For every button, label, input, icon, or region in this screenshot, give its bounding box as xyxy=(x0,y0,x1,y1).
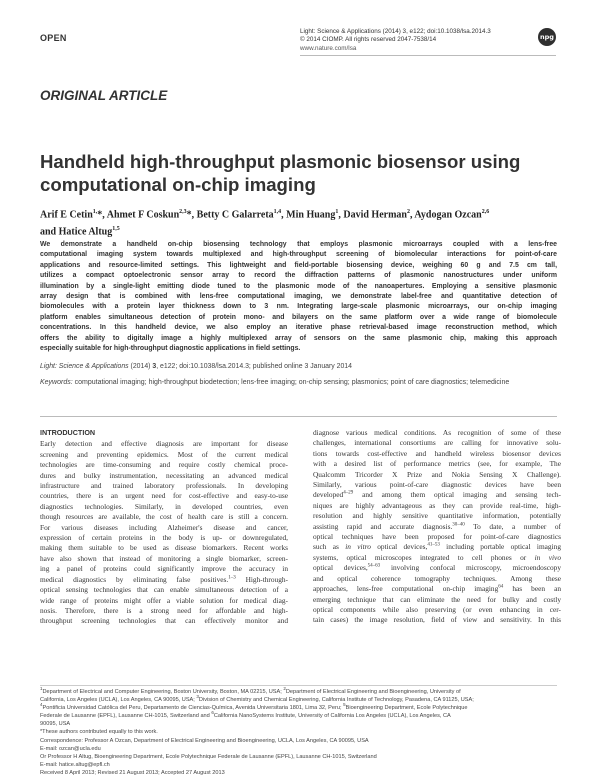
body-line: nosis. Therefore, there is a strong need for affordable and high- xyxy=(40,605,288,615)
body-line: infrastructure and trained laboratory professionals. In developing xyxy=(40,481,288,491)
author-sep: *, xyxy=(186,209,197,221)
body-line: have also shown that instead of monitoring a single biomarker, screen- xyxy=(40,553,288,563)
affiliation-text: Division of Chemistry and Chemical Engineering, California Institute of Technology, Pasadena, CA 91125, USA; xyxy=(198,697,474,704)
affiliation-text: California NanoSystems Institute, University of California Los Angeles (UCLA), Los Angeles, CA xyxy=(213,713,451,720)
body-line: and optical coherence tomography techniques. Among these xyxy=(313,573,561,583)
author-sep: *, xyxy=(97,209,107,221)
body-line: resolution and highly sensitive quantitative information, potentially xyxy=(313,511,561,521)
body-line: with a desired list of performance metrics (see, for example, The xyxy=(313,459,561,469)
affiliation-text: Pontificia Universidad Católica del Peru, Departamento de Ciencias-Química, Avenida Universitaria 1801, Lima 32, Peru; xyxy=(42,705,344,712)
abstract-line: offers the ability to digitally image a highly multiplexed array of sensors on the same plasmonic chip, making this approach xyxy=(40,334,557,342)
affiliation-line: $^1$Department of Electrical and Computer Engineering, Boston University, Boston, MA 02215, USA; $^2$Department of Electrical Engineering and Bioengineering, University of xyxy=(40,686,461,695)
body-line xyxy=(313,490,561,500)
correspondence-line: Correspondence: Professor A Ozcan, Department of Electrical Engineering and Bioengineering, UCLA, Los Angeles, CA 90095, USA xyxy=(40,737,369,744)
body-line: wide range of proteins might offer a viable solution for medical diag- xyxy=(40,595,288,605)
email-link[interactable]: E-mail: hatice.altug@epfl.ch xyxy=(40,761,110,768)
affiliation-sup: 1, xyxy=(92,209,98,215)
reference-sup: 30–40 xyxy=(452,522,465,528)
abstract-line: especially suitable for high-throughput diagnostic applications in field settings. xyxy=(40,345,301,353)
footnotes xyxy=(40,688,560,777)
affiliation-sup: 1,5 xyxy=(112,226,120,233)
body-text: involving confocal microscopy, microendoscopy xyxy=(380,563,561,573)
affiliation-line: Federale de Lausanne (EPFL), Lausanne CH-1015, Switzerland and $^6$California NanoSystems Institute, University of California Los Angeles (UCLA), Los Angeles, CA xyxy=(40,710,451,720)
body-line: challenges, international consortiums are calling for innovative solu- xyxy=(313,438,561,448)
body-line xyxy=(313,553,561,563)
author-name: Aydogan Ozcan xyxy=(414,209,482,221)
abstract-line: computational imaging system towards multiplexed and high-throughput screening of biomolecular interactions for point-of-care xyxy=(40,251,557,259)
section-divider xyxy=(40,416,557,417)
affiliation-sup: 1,4 xyxy=(273,209,282,215)
body-line: For various diseases including Alzheimer's disease and cancer, xyxy=(40,522,288,532)
body-line: Similarly, various point-of-care diagnostic devices have been xyxy=(313,480,561,490)
header-divider xyxy=(300,55,556,56)
copyright-line: © 2014 CIOMP. All rights reserved 2047-7538/14 xyxy=(300,36,437,43)
author-list xyxy=(40,205,565,240)
body-line xyxy=(40,575,288,585)
body-line: diagnose various medical conditions. As recognition of some of these xyxy=(313,428,561,437)
body-line xyxy=(313,584,561,594)
paper-title xyxy=(40,150,560,196)
body-line: ing a panel of proteins could significantly improve the accuracy in xyxy=(40,564,288,574)
body-text: including portable optical imaging xyxy=(439,542,561,552)
affiliation-sup: 2 xyxy=(406,209,410,215)
abstract-line: applications and resource-limited settings. This lightweight and field-portable biosensing device, weighing 60 g and 7.5 cm tall, xyxy=(40,261,557,269)
author-name: David Herman xyxy=(343,209,407,221)
body-line: optical techniques have been proposed for point-of-care diagnostics xyxy=(313,532,561,542)
body-line: emerging technique that can eliminate the need for bulky and costly xyxy=(313,594,561,604)
body-text: such as xyxy=(313,542,346,552)
abstract-line: utilizes a compact optoelectronic sensor array to record the diffraction patterns of plasmonic nanostructures under uniform xyxy=(40,272,557,280)
footnote-divider xyxy=(40,685,557,686)
npg-logo: npg xyxy=(538,28,556,46)
body-text: To date, a number of xyxy=(464,521,561,531)
left-column xyxy=(40,428,288,627)
body-text: approaches, lens-free computational on-chip imaging xyxy=(313,584,499,594)
body-line: tain cases) the image resolution, field of view and sensitivity. In this xyxy=(313,615,561,625)
open-access-label: OPEN xyxy=(40,33,67,43)
abstract-line: platform enables simultaneous detection of protein mono- and bilayers on the same platform over a wide range of biomolecule xyxy=(40,313,557,321)
reference-sup: 54–63 xyxy=(367,563,381,569)
abstract-line: concentrations. In this handheld device, we also employ an iterative phase retrieval-based image reconstruction method, which xyxy=(40,324,557,332)
keywords xyxy=(40,378,557,388)
author-sep: , xyxy=(338,209,344,221)
keywords-text: computational imaging; high-throughput biodetection; lens-free imaging; on-chip sensing; plasmonics; point of care diagnostics; telemedicine xyxy=(72,379,510,386)
body-text: medical diagnostics by eliminating false positives. xyxy=(40,574,229,584)
body-line xyxy=(313,522,561,532)
affiliation-text: Department of Electrical and Computer Engineering, Boston University, Boston, MA 02215, USA; xyxy=(42,689,284,695)
body-line: optical components while also preserving (or even enhancing in cer- xyxy=(313,604,561,614)
affiliation-sup: 1 xyxy=(335,209,339,215)
body-line: Qualcomm Tricorder X Prize and Nokia Sensing X Challenge). xyxy=(313,469,561,479)
affiliation-sup: 2,3 xyxy=(179,209,187,215)
citation-year: (2014) xyxy=(128,363,153,370)
author-sep: , xyxy=(409,209,415,221)
reference-sup: 64 xyxy=(498,584,504,590)
body-text: assisting rapid and accurate diagnosis. xyxy=(313,521,453,531)
author-name: Min Huang xyxy=(286,209,336,221)
affiliation-line: 90095, USA xyxy=(40,721,71,728)
abstract-line: biomolecules with a protein layer thickness down to 3 nm. Integrating large-scale plasmonic microarrays, our on-chip imaging xyxy=(40,303,557,311)
body-line: tions towards cost-effective and handheld wireless biosensor devices xyxy=(313,448,561,458)
body-italic: in vivo xyxy=(534,552,561,562)
correspondence-line: Or Professor H Altug, Bioengineering Department, Ecole Polytechnique Federale de Lausanne (EPFL), Lausanne CH-1015, Switzerland xyxy=(40,753,377,760)
body-line xyxy=(313,542,561,552)
body-text: optical devices, xyxy=(370,542,428,552)
email-link[interactable]: E-mail: ozcan@ucla.edu xyxy=(40,745,101,752)
body-line: dures and bulky instrumentation, necessitating an advanced medical xyxy=(40,470,288,480)
equal-contribution-note: *These authors contributed equally to this work. xyxy=(40,729,158,736)
body-line: throughput screening technologies that can effectively monitor and xyxy=(40,616,288,626)
affiliation-text: Federale de Lausanne (EPFL), Lausanne CH-1015, Switzerland and xyxy=(40,713,212,720)
author-name: Arif E Cetin xyxy=(40,209,93,221)
journal-url[interactable]: www.nature.com/lsa xyxy=(300,45,357,52)
title-line: Handheld high-throughput plasmonic biosensor using xyxy=(40,151,521,172)
body-line: screening and preventing epidemics. Most of the current medical xyxy=(40,449,288,459)
citation-volume: 3 xyxy=(152,363,157,370)
body-italic: in vitro xyxy=(345,542,371,552)
body-text: has been an xyxy=(503,584,561,594)
affiliation-line: California, Los Angeles (UCLA), Los Angeles, CA 90095, USA; $^3$Division of Chemistry and Chemical Engineering, California Institute of Technology, Pasadena, CA 91125, USA; xyxy=(40,694,474,704)
body-line: optical sensing technologies that can enable simultaneous detection of a xyxy=(40,585,288,595)
affiliation-text: Department of Electrical Engineering and Bioengineering, University of xyxy=(285,689,461,695)
affiliation-text: California, Los Angeles (UCLA), Los Angeles, CA 90095, USA; xyxy=(40,697,197,704)
author-name: Ahmet F Coskun xyxy=(106,209,180,221)
body-line: though resources are available, the cost of health care is still a concern. xyxy=(40,512,288,522)
article-type: ORIGINAL ARTICLE xyxy=(40,88,168,103)
affiliation-sup: 2,6 xyxy=(481,209,490,215)
reference-sup: 1–3 xyxy=(228,575,236,581)
journal-citation-line: Light: Science & Applications (2014) 3, e122; doi:10.1038/lsa.2014.3 xyxy=(300,28,491,35)
body-text: High-through- xyxy=(235,574,288,584)
reference-sup: 4–29 xyxy=(343,491,354,496)
body-line: technologies are time-consuming and require costly chemical proce- xyxy=(40,460,288,470)
keywords-label: Keywords: xyxy=(40,379,73,386)
abstract-line: illumination by a single-light emitting diode tuned to the plasmonic mode of the nanoapertures. Employing a sensitive plasmonic xyxy=(40,282,557,290)
body-line: expression of certain proteins in the body is up- or downregulated, xyxy=(40,533,288,543)
abstract-line: array design that is combined with lens-free computational imaging, we demonstrate label-free and quantitative detection of xyxy=(40,293,557,301)
body-line: Early detection and effective diagnosis are important for disease xyxy=(40,439,288,449)
author-sep: , xyxy=(281,209,287,221)
received-dates: Received 8 April 2013; Revised 21 August 2013; Accepted 27 August 2013 xyxy=(40,769,225,776)
body-text: developed xyxy=(313,490,344,500)
affiliation-line: $^4$Pontificia Universidad Católica del Peru, Departamento de Ciencias-Química, Avenida Universitaria 1801, Lima 32, Peru; $^5$Bioengineering Department, Ecole Polytechnique xyxy=(40,702,468,712)
reference-sup: 41–53 xyxy=(427,543,440,549)
author-name: and Hatice Altug xyxy=(40,226,113,238)
body-line: diagnostics technologies. Similarly, in developed countries, even xyxy=(40,501,288,511)
author-name: Betty C Galarreta xyxy=(196,209,274,221)
citation-journal: Light: Science & Applications xyxy=(40,363,129,370)
section-heading: INTRODUCTION xyxy=(40,428,96,437)
citation-rest: , e122; doi:10.1038/lsa.2014.3; published online 3 January 2014 xyxy=(156,363,352,370)
body-line: niques are highly advantageous as they can provide real-time, high- xyxy=(313,500,561,510)
body-line: making them suitable to be used as disease biomarkers. Recent works xyxy=(40,543,288,553)
body-text: and among them optical imaging and sensing tech- xyxy=(353,490,561,500)
abstract-line: We demonstrate a handheld on-chip biosensing technology that employs plasmonic microarrays coupled with a lens-free xyxy=(40,241,557,248)
body-line: countries, there is an urgent need for cost-effective and easy-to-use xyxy=(40,491,288,501)
title-line: computational on-chip imaging xyxy=(40,174,316,195)
body-text: optical devices, xyxy=(313,563,368,573)
right-column xyxy=(313,428,561,626)
body-text: systems, optical microscopes integrated to cell phones or xyxy=(313,552,535,562)
abstract xyxy=(40,240,557,354)
citation-line xyxy=(40,363,352,370)
body-line xyxy=(313,563,561,573)
affiliation-text: Bioengineering Department, Ecole Polytechnique xyxy=(345,705,468,712)
